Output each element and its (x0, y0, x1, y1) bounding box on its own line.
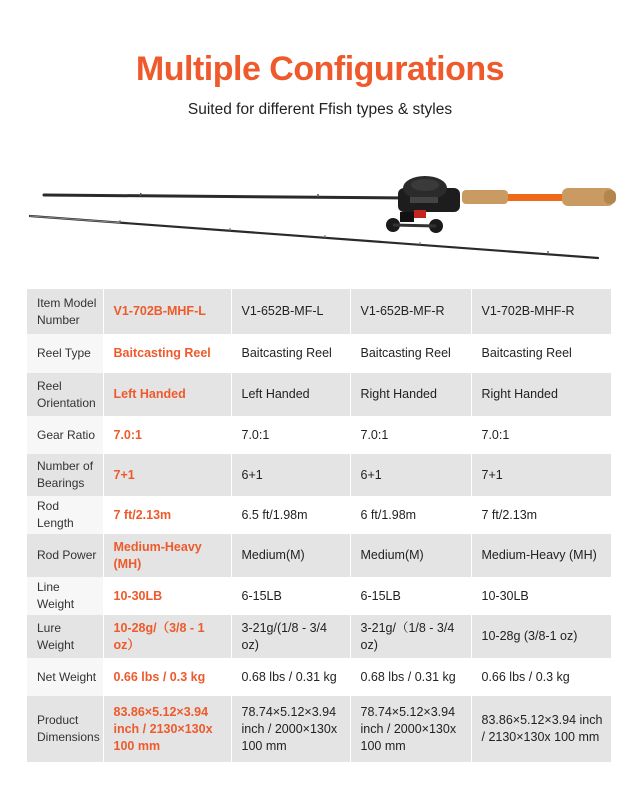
cell-col4: Medium-Heavy (MH) (471, 534, 611, 577)
cell-col4: 10-28g (3/8-1 oz) (471, 615, 611, 658)
cell-col3: 78.74×5.12×3.94 inch / 2000×130x 100 mm (350, 696, 471, 762)
row-label: Rod Power (27, 534, 103, 577)
row-net-weight (27, 658, 611, 696)
page-title: Multiple Configurations (135, 50, 505, 88)
row-label: Gear Ratio (27, 416, 103, 454)
cell-col2: 6.5 ft/1.98m (231, 496, 350, 534)
cell-col1: Left Handed (103, 373, 231, 416)
baitcasting-reel (386, 176, 460, 233)
cell-col4: V1-702B-MHF-R (471, 289, 611, 334)
foregrip-cork (462, 190, 508, 204)
row-label: Line Weight (27, 577, 103, 615)
row-item-model-number (27, 289, 611, 334)
row-label: Product Dimensions (27, 696, 103, 762)
cell-col4: 7+1 (471, 454, 611, 496)
row-lure-weight (27, 615, 611, 658)
cell-col4: Right Handed (471, 373, 611, 416)
cell-col3: 0.68 lbs / 0.31 kg (350, 658, 471, 696)
cell-col1: 10-30LB (103, 577, 231, 615)
cell-col3: Baitcasting Reel (350, 334, 471, 373)
spec-comparison-table (27, 289, 612, 762)
row-label: Reel Orientation (27, 373, 103, 416)
row-label: Number of Bearings (27, 454, 103, 496)
cell-col2: V1-652B-MF-L (231, 289, 350, 334)
row-label: Reel Type (27, 334, 103, 373)
cell-col2: 6-15LB (231, 577, 350, 615)
cell-col2: 7.0:1 (231, 416, 350, 454)
cell-col2: 3-21g/(1/8 - 3/4 oz) (231, 615, 350, 658)
cell-col1: 83.86×5.12×3.94 inch / 2130×130x 100 mm (103, 696, 231, 762)
row-gear-ratio (27, 416, 611, 454)
rod-reel-combo-image (0, 150, 640, 270)
cell-col2: Baitcasting Reel (231, 334, 350, 373)
row-rod-power (27, 534, 611, 577)
cell-col3: 7.0:1 (350, 416, 471, 454)
cell-col3: 6 ft/1.98m (350, 496, 471, 534)
row-line-weight (27, 577, 611, 615)
cell-col1: 0.66 lbs / 0.3 kg (103, 658, 231, 696)
rod-butt-blank (44, 195, 408, 198)
cell-col1: 7+1 (103, 454, 231, 496)
row-rod-length (27, 496, 611, 534)
cell-col4: 10-30LB (471, 577, 611, 615)
cell-col2: Medium(M) (231, 534, 350, 577)
cell-col4: 83.86×5.12×3.94 inch / 2130×130x 100 mm (471, 696, 611, 762)
cell-col4: Baitcasting Reel (471, 334, 611, 373)
cell-col3: 6+1 (350, 454, 471, 496)
cell-col2: Left Handed (231, 373, 350, 416)
cell-col1: 10-28g/（3/8 - 1 oz） (103, 615, 231, 658)
cell-col1: 7 ft/2.13m (103, 496, 231, 534)
row-reel-type (27, 334, 611, 373)
cell-col3: Right Handed (350, 373, 471, 416)
cell-col1: Medium-Heavy (MH) (103, 534, 231, 577)
page-subtitle: Suited for different Ffish types & styles (187, 101, 453, 118)
cell-col4: 7 ft/2.13m (471, 496, 611, 534)
row-label: Net Weight (27, 658, 103, 696)
cell-col3: V1-652B-MF-R (350, 289, 471, 334)
cell-col3: 6-15LB (350, 577, 471, 615)
cell-col2: 78.74×5.12×3.94 inch / 2000×130x 100 mm (231, 696, 350, 762)
cell-col2: 0.68 lbs / 0.31 kg (231, 658, 350, 696)
cell-col3: 3-21g/（1/8 - 3/4 oz) (350, 615, 471, 658)
cell-col1: Baitcasting Reel (103, 334, 231, 373)
cell-col3: Medium(M) (350, 534, 471, 577)
row-label: Item Model Number (27, 289, 103, 334)
row-label: Lure Weight (27, 615, 103, 658)
cell-col1: V1-702B-MHF-L (103, 289, 231, 334)
row-number-of-bearings (27, 454, 611, 496)
cell-col4: 0.66 lbs / 0.3 kg (471, 658, 611, 696)
cell-col1: 7.0:1 (103, 416, 231, 454)
cell-col2: 6+1 (231, 454, 350, 496)
cell-col4: 7.0:1 (471, 416, 611, 454)
row-label: Rod Length (27, 496, 103, 534)
row-reel-orientation (27, 373, 611, 416)
row-product-dimensions (27, 696, 611, 762)
